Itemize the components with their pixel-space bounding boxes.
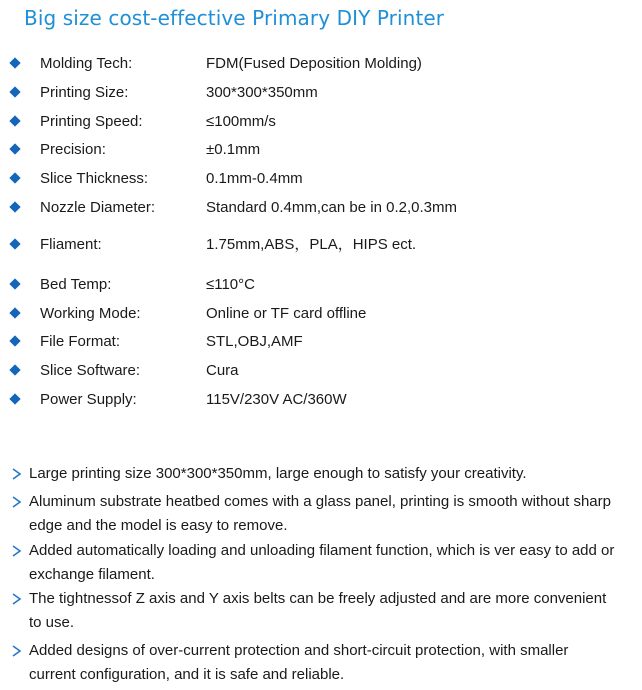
feature-text: Large printing size 300*300*350mm, large enough to satisfy your creativity. — [29, 465, 527, 482]
spec-row-working-mode — [0, 302, 642, 326]
spec-value: Standard 0.4mm,can be in 0.2,0.3mm — [206, 199, 457, 216]
feature-text: The tightnessof Z axis and Y axis belts can be freely adjusted and are more convenient to use. — [29, 590, 607, 631]
diamond-bullet-icon — [9, 278, 20, 289]
page-title: Big size cost-effective Primary DIY Printer — [24, 6, 445, 30]
spec-row-slice-software — [0, 359, 642, 383]
spec-label: File Format: — [40, 333, 121, 350]
spec-value: FDM(Fused Deposition Molding) — [206, 55, 422, 72]
spec-row-file-format — [0, 330, 642, 354]
spec-label: Molding Tech: — [40, 55, 133, 72]
chevron-right-icon — [10, 643, 24, 659]
chevron-right-icon — [10, 543, 24, 559]
diamond-bullet-icon — [9, 86, 20, 97]
spec-label: Slice Software: — [40, 362, 141, 379]
diamond-bullet-icon — [9, 201, 20, 212]
spec-value: 1.75mm,ABS，PLA，HIPS ect. — [206, 236, 417, 253]
spec-value: STL,OBJ,AMF — [206, 333, 303, 350]
spec-label: Working Mode: — [40, 305, 141, 322]
feature-text: Aluminum substrate heatbed comes with a glass panel, printing is smooth without sharp edge and the model is easy to remove. — [29, 493, 611, 534]
spec-label: Bed Temp: — [40, 276, 112, 293]
spec-row-nozzle-diameter — [0, 196, 642, 220]
diamond-bullet-icon — [9, 335, 20, 346]
diamond-bullet-icon — [9, 393, 20, 404]
spec-row-power-supply — [0, 388, 642, 412]
spec-row-filament — [0, 233, 642, 257]
spec-value: 115V/230V AC/360W — [206, 391, 347, 408]
spec-label: Precision: — [40, 141, 106, 158]
spec-label: Printing Speed: — [40, 113, 143, 130]
spec-label: Power Supply: — [40, 391, 137, 408]
diamond-bullet-icon — [9, 115, 20, 126]
spec-row-bed-temp — [0, 273, 642, 297]
spec-label: Fliament: — [40, 236, 102, 253]
spec-row-printing-size — [0, 81, 642, 105]
spec-value: 300*300*350mm — [206, 84, 318, 101]
spec-value: Online or TF card offline — [206, 305, 367, 322]
spec-label: Slice Thickness: — [40, 170, 149, 187]
diamond-bullet-icon — [9, 57, 20, 68]
diamond-bullet-icon — [9, 172, 20, 183]
diamond-bullet-icon — [9, 238, 20, 249]
chevron-right-icon — [10, 466, 24, 482]
feature-text: Added automatically loading and unloading filament function, which is ver easy to add or exchange filament. — [29, 542, 615, 583]
spec-value: ≤110°C — [206, 276, 255, 293]
spec-label: Nozzle Diameter: — [40, 199, 156, 216]
spec-value: ≤100mm/s — [206, 113, 276, 130]
diamond-bullet-icon — [9, 364, 20, 375]
diamond-bullet-icon — [9, 307, 20, 318]
chevron-right-icon — [10, 494, 24, 510]
spec-label: Printing Size: — [40, 84, 129, 101]
chevron-right-icon — [10, 591, 24, 607]
spec-value: 0.1mm-0.4mm — [206, 170, 303, 187]
spec-value: ±0.1mm — [206, 141, 261, 158]
feature-text: Added designs of over-current protection and short-circuit protection, with smaller current configuration, and it is safe and reliable. — [29, 642, 569, 683]
spec-row-molding-tech — [0, 52, 642, 76]
spec-row-precision — [0, 138, 642, 162]
spec-row-slice-thickness — [0, 167, 642, 191]
spec-row-printing-speed — [0, 110, 642, 134]
diamond-bullet-icon — [9, 143, 20, 154]
spec-value: Cura — [206, 362, 239, 379]
